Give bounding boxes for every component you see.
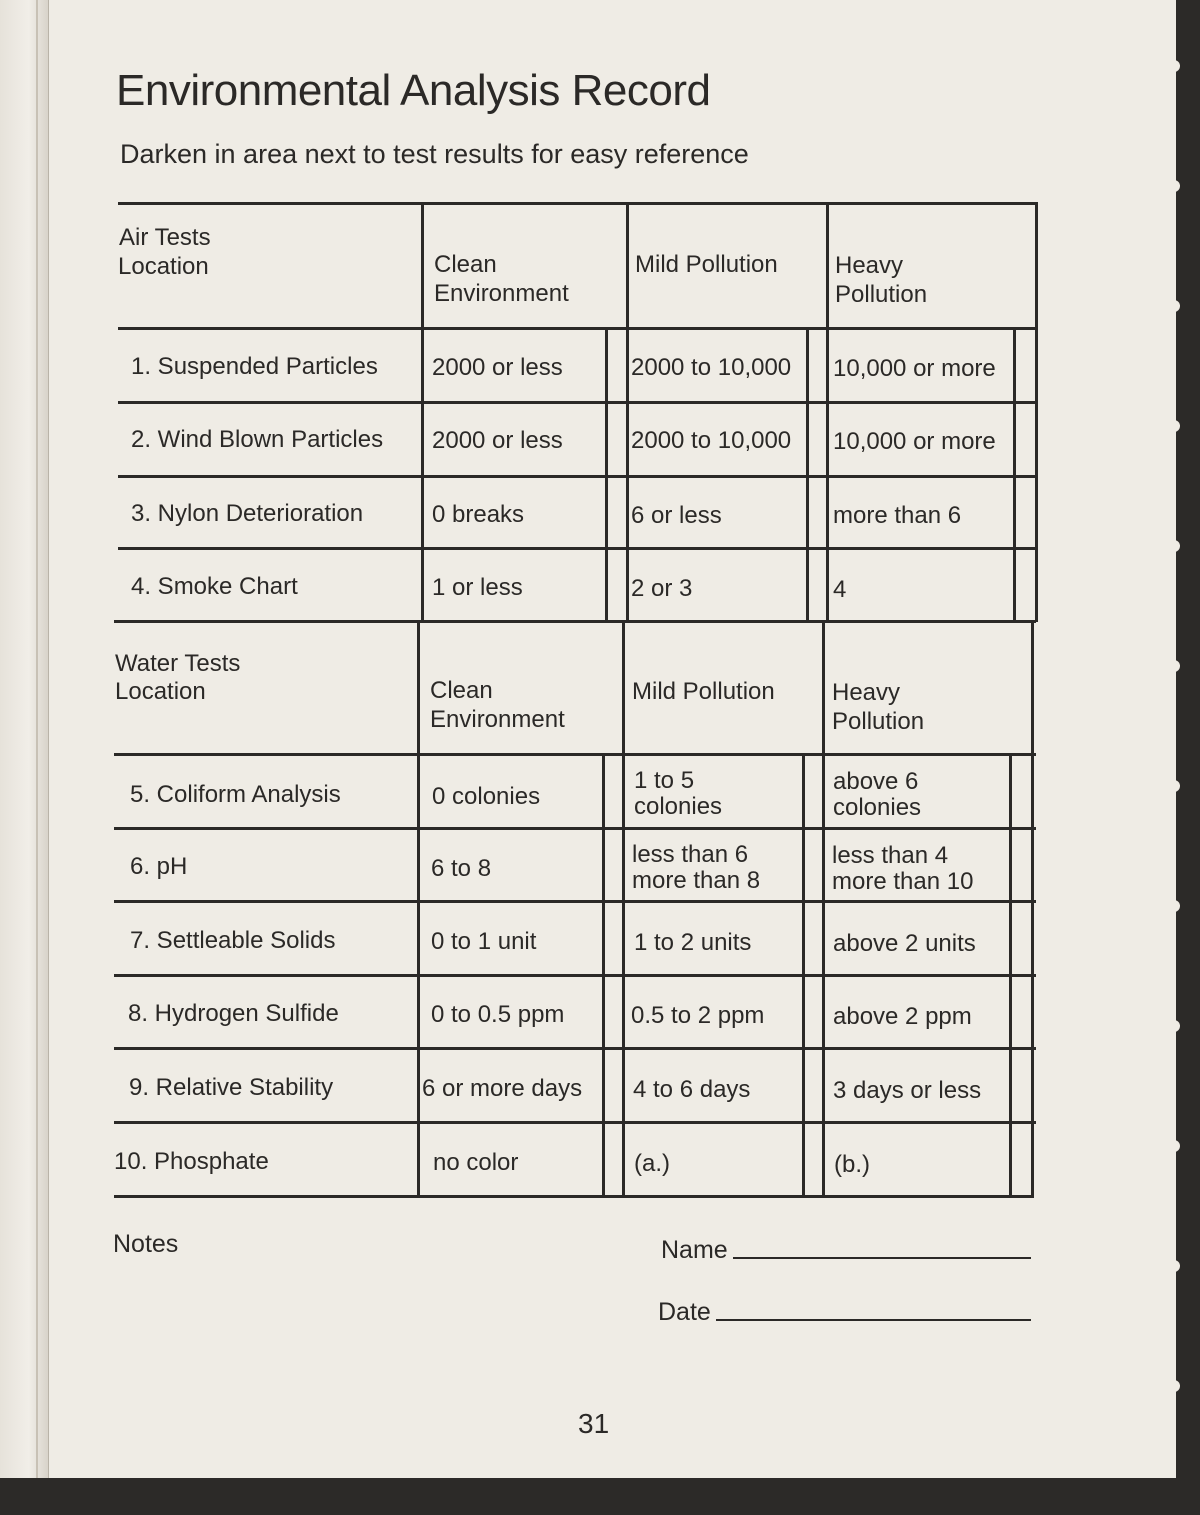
water-row-label: 10. Phosphate [114, 1148, 269, 1175]
water-row-heavy: above 6 colonies [833, 768, 922, 821]
table-rule [421, 202, 424, 622]
name-field[interactable] [733, 1257, 1031, 1259]
table-rule [417, 620, 420, 1198]
air-col-mild: Mild Pollution [635, 251, 778, 278]
water-row-label: 8. Hydrogen Sulfide [128, 1000, 339, 1027]
checkbox-rule [602, 753, 605, 1198]
air-row-label: 3. Nylon Deterioration [131, 500, 364, 527]
table-rule [118, 327, 1038, 330]
table-rule [114, 1047, 1036, 1050]
air-row-mild: 2000 to 10,000 [631, 427, 792, 454]
water-row-clean: 0 to 1 unit [431, 928, 537, 955]
water-row-heavy: above 2 ppm [833, 1003, 972, 1030]
table-rule [114, 827, 1036, 830]
water-row-clean: 0 to 0.5 ppm [431, 1001, 565, 1028]
page-subtitle: Darken in area next to test results for easy reference [120, 139, 749, 169]
date-label: Date [658, 1298, 711, 1326]
water-location-label: Location [115, 678, 206, 705]
air-row-heavy: 10,000 or more [833, 355, 996, 382]
water-row-mild: 4 to 6 days [633, 1076, 751, 1103]
water-row-label: 7. Settleable Solids [130, 927, 336, 954]
spine-crease [36, 0, 38, 1478]
air-row-clean: 1 or less [432, 574, 523, 601]
air-row-heavy: 4 [833, 576, 847, 603]
table-rule [826, 202, 829, 622]
page-title: Environmental Analysis Record [116, 66, 711, 115]
air-row-clean: 2000 or less [432, 427, 563, 454]
water-row-clean: 6 to 8 [431, 855, 492, 882]
water-row-label: 5. Coliform Analysis [130, 781, 341, 808]
table-rule [626, 202, 629, 622]
air-col-heavy: Heavy Pollution [835, 252, 928, 308]
checkbox-rule [605, 327, 608, 622]
air-row-label: 4. Smoke Chart [131, 573, 298, 600]
table-rule [118, 202, 1038, 205]
table-rule [118, 401, 1038, 404]
table-rule [114, 974, 1036, 977]
checkbox-rule [1013, 327, 1016, 622]
checkbox-rule [1009, 753, 1012, 1198]
water-tests-heading: Water Tests [115, 650, 241, 677]
checkbox-rule [806, 327, 809, 622]
water-col-clean: Clean Environment [430, 677, 565, 733]
table-rule [114, 620, 1036, 623]
air-row-clean: 2000 or less [432, 354, 563, 381]
air-row-mild: 2 or 3 [631, 575, 693, 602]
water-row-heavy: (b.) [834, 1151, 870, 1178]
table-rule [118, 547, 1038, 550]
water-row-mild: 1 to 2 units [634, 929, 752, 956]
water-row-mild: (a.) [634, 1150, 670, 1177]
table-rule [622, 620, 625, 1198]
water-row-mild: 0.5 to 2 ppm [631, 1002, 765, 1029]
water-row-label: 9. Relative Stability [129, 1074, 334, 1101]
water-row-label: 6. pH [130, 853, 188, 880]
air-row-heavy: 10,000 or more [833, 428, 996, 455]
air-row-label: 2. Wind Blown Particles [131, 426, 384, 453]
table-rule [118, 475, 1038, 478]
air-location-label: Location [118, 253, 209, 280]
table-rule [822, 620, 825, 1198]
table-rule [114, 1195, 1032, 1198]
water-row-heavy: less than 4 more than 10 [832, 842, 974, 895]
air-row-mild: 6 or less [631, 502, 722, 529]
water-row-clean: 0 colonies [432, 783, 541, 810]
water-row-mild: less than 6 more than 8 [632, 841, 761, 894]
water-row-heavy: 3 days or less [833, 1077, 982, 1104]
water-row-mild: 1 to 5 colonies [634, 767, 723, 820]
page-edge [1176, 0, 1200, 1515]
air-row-mild: 2000 to 10,000 [631, 354, 792, 381]
air-col-clean: Clean Environment [434, 251, 569, 307]
checkbox-rule [802, 753, 805, 1198]
air-row-label: 1. Suspended Particles [131, 353, 378, 380]
table-rule [114, 900, 1036, 903]
table-rule [114, 1121, 1036, 1124]
notes-label: Notes [113, 1230, 179, 1258]
page-bottom-edge [0, 1478, 1200, 1515]
binding-spine [0, 0, 49, 1478]
air-tests-heading: Air Tests [119, 224, 211, 251]
water-col-mild: Mild Pollution [632, 678, 775, 705]
water-col-heavy: Heavy Pollution [832, 679, 925, 735]
water-row-heavy: above 2 units [833, 930, 976, 957]
water-row-clean: 6 or more days [422, 1075, 583, 1102]
air-row-heavy: more than 6 [833, 502, 962, 529]
name-label: Name [661, 1236, 728, 1264]
table-rule [1035, 202, 1038, 622]
table-rule [114, 753, 1036, 756]
date-field[interactable] [716, 1319, 1031, 1321]
table-rule [1031, 620, 1034, 1198]
page-number: 31 [578, 1408, 610, 1439]
water-row-clean: no color [433, 1149, 519, 1176]
air-row-clean: 0 breaks [432, 501, 525, 528]
